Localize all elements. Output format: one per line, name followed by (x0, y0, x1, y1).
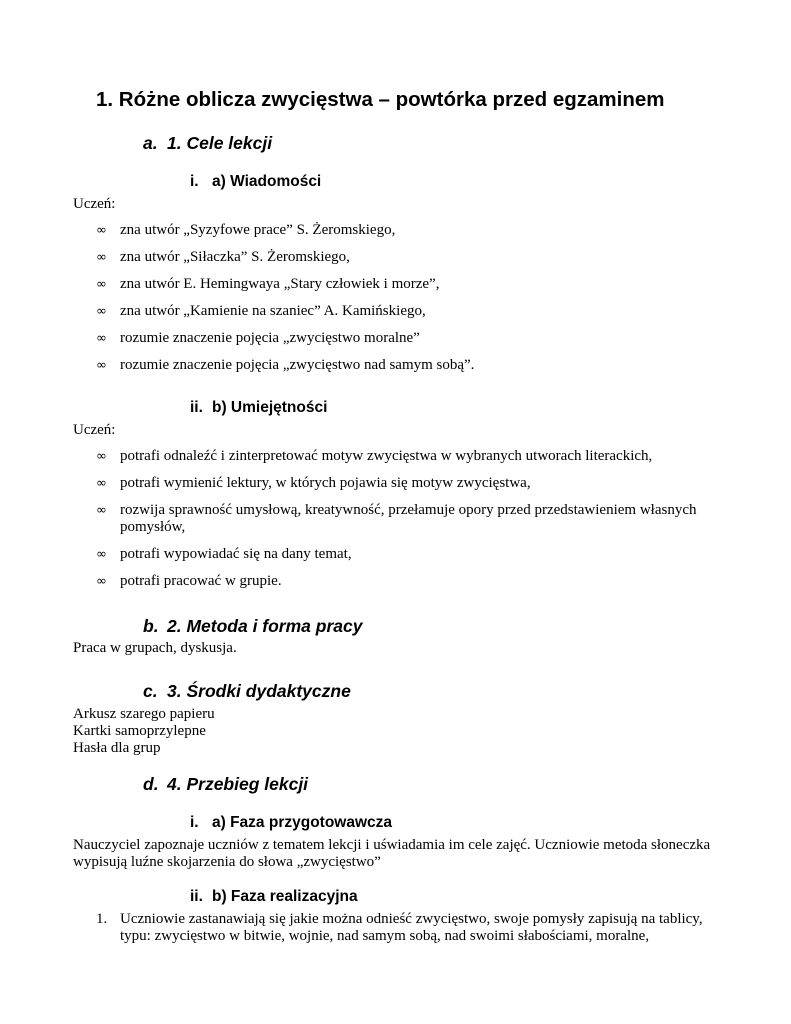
infinity-bullet-icon: ∞ (96, 476, 107, 491)
infinity-bullet-icon: ∞ (96, 331, 107, 346)
teaching-aid-line: Kartki samoprzylepne (73, 723, 206, 739)
list-item: ∞ zna utwór „Syzyfowe prace” S. Żeromskiego, (96, 222, 396, 238)
skills-list (96, 448, 736, 590)
subsection-a-i-title: a) Wiadomości (212, 173, 322, 190)
subsection-a-i-heading (190, 173, 321, 191)
section-c-number: c. (143, 681, 158, 701)
document-title: 1. Różne oblicza zwycięstwa – powtórka przed egzaminem (96, 88, 665, 111)
subsection-d-i-title: a) Faza przygotowawcza (212, 814, 393, 831)
subsection-a-i-intro: Uczeń: (73, 196, 116, 212)
section-d-title: 4. Przebieg lekcji (167, 774, 309, 794)
section-d-heading (143, 774, 308, 795)
section-a-title: 1. Cele lekcji (167, 133, 273, 153)
list-item: ∞ potrafi odnaleźć i zinterpretować motyw zwycięstwa w wybranych utworach literackich, (96, 448, 653, 464)
subsection-a-ii-title: b) Umiejętności (212, 399, 328, 416)
subsection-a-ii-heading (190, 399, 327, 417)
section-b-heading (143, 616, 362, 637)
subsection-a-ii-number: ii. (190, 399, 203, 416)
section-b-title: 2. Metoda i forma pracy (167, 616, 363, 636)
list-item: ∞ potrafi wymienić lektury, w których pojawia się motyw zwycięstwa, (96, 475, 531, 491)
subsection-a-ii-intro: Uczeń: (73, 422, 116, 438)
infinity-bullet-icon: ∞ (96, 250, 107, 265)
subsection-d-i-number: i. (190, 814, 199, 831)
list-item: ∞ rozwija sprawność umysłową, kreatywność, przełamuje opory przed przedstawieniem własnych pomysłów, (96, 502, 697, 535)
list-item: ∞ potrafi pracować w grupie. (96, 573, 282, 589)
subsection-d-ii-heading (190, 888, 358, 906)
teaching-aid-line: Hasła dla grup (73, 740, 161, 756)
subsection-d-ii-number: ii. (190, 888, 203, 905)
knowledge-list (96, 222, 736, 374)
infinity-bullet-icon: ∞ (96, 358, 107, 373)
list-item (96, 911, 736, 945)
infinity-bullet-icon: ∞ (96, 503, 107, 518)
list-item: ∞ zna utwór „Siłaczka” S. Żeromskiego, (96, 249, 350, 265)
section-c-heading (143, 681, 351, 702)
list-item: ∞ rozumie znaczenie pojęcia „zwycięstwo moralne” (96, 330, 420, 346)
realization-steps-list (96, 911, 736, 945)
section-d-number: d. (143, 774, 159, 794)
step-number: 1. (96, 911, 108, 927)
subsection-d-i-text: Nauczyciel zapoznaje uczniów z tematem lekcji i uświadamia im cele zajęć. Uczniowie metoda słoneczka wypisują luźne skojarzenia do słowa „zwycięstwo” (73, 837, 711, 870)
subsection-a-i-number: i. (190, 173, 199, 190)
infinity-bullet-icon: ∞ (96, 304, 107, 319)
infinity-bullet-icon: ∞ (96, 574, 107, 589)
section-b-number: b. (143, 616, 159, 636)
subsection-d-i-heading (190, 814, 392, 832)
step-text: Uczniowie zastanawiają się jakie można odnieść zwycięstwo, swoje pomysły zapisują na tablicy, typu: zwycięstwo w bitwie, wojnie, nad samym sobą, nad swoimi słabościami, moralne, (120, 911, 703, 944)
list-item: ∞ rozumie znaczenie pojęcia „zwycięstwo nad samym sobą”. (96, 357, 475, 373)
infinity-bullet-icon: ∞ (96, 547, 107, 562)
section-a-heading (143, 133, 272, 154)
section-c-title: 3. Środki dydaktyczne (167, 681, 351, 701)
section-a-number: a. (143, 133, 158, 153)
teaching-aid-line: Arkusz szarego papieru (73, 706, 215, 722)
section-b-text: Praca w grupach, dyskusja. (73, 640, 237, 656)
infinity-bullet-icon: ∞ (96, 449, 107, 464)
list-item: ∞ potrafi wypowiadać się na dany temat, (96, 546, 352, 562)
subsection-d-ii-title: b) Faza realizacyjna (212, 888, 358, 905)
list-item: ∞ zna utwór „Kamienie na szaniec” A. Kamińskiego, (96, 303, 426, 319)
infinity-bullet-icon: ∞ (96, 223, 107, 238)
list-item: ∞ zna utwór E. Hemingwaya „Stary człowiek i morze”, (96, 276, 440, 292)
infinity-bullet-icon: ∞ (96, 277, 107, 292)
